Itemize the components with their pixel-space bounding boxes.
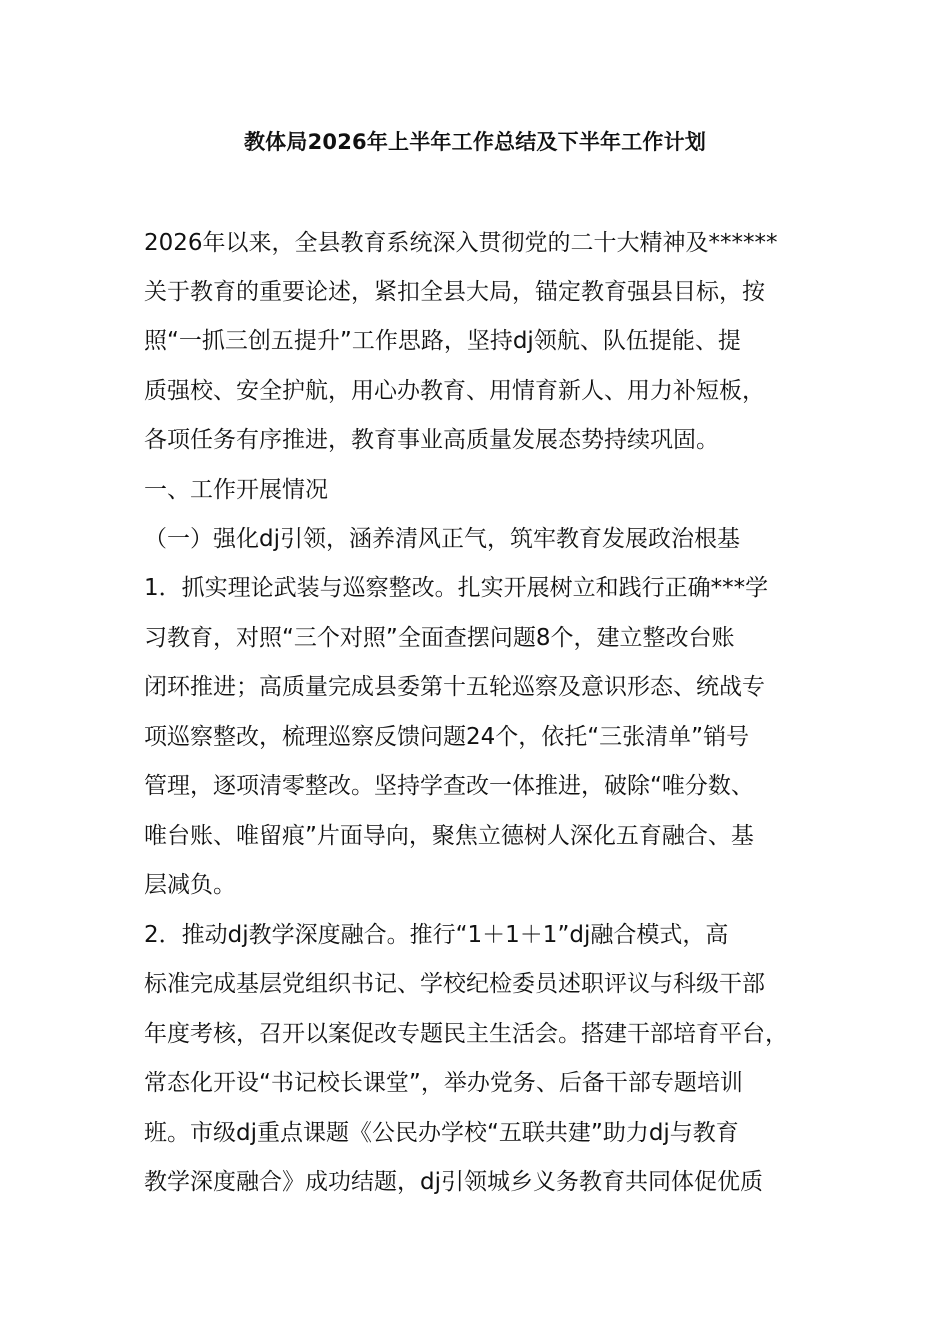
paragraph-line: 年度考核，召开以案促改专题民主生活会。搭建干部培育平台， bbox=[144, 1021, 788, 1047]
paragraph-line: 习教育，对照“三个对照”全面查摆问题8个，建立整改台账 bbox=[144, 625, 735, 651]
paragraph-line: 标准完成基层党组织书记、学校纪检委员述职评议与科级干部 bbox=[144, 971, 765, 997]
section-heading: 一、工作开展情况 bbox=[144, 477, 328, 503]
paragraph-line: 2．推动dj教学深度融合。推行“1＋1＋1”dj融合模式，高 bbox=[144, 922, 729, 948]
paragraph-line: 教学深度融合》成功结题，dj引领城乡义务教育共同体促优质 bbox=[144, 1169, 763, 1195]
paragraph-line: 关于教育的重要论述，紧扣全县大局，锚定教育强县目标，按 bbox=[144, 279, 765, 305]
paragraph-line: 质强校、安全护航，用心办教育、用情育新人、用力补短板， bbox=[144, 378, 765, 404]
paragraph-line: 2026年以来，全县教育系统深入贯彻党的二十大精神及****** bbox=[144, 230, 778, 256]
paragraph-line: 项巡察整改，梳理巡察反馈问题24个，依托“三张清单”销号 bbox=[144, 724, 750, 750]
paragraph-line: 闭环推进；高质量完成县委第十五轮巡察及意识形态、统战专 bbox=[144, 674, 765, 700]
paragraph-line: 常态化开设“书记校长课堂”，举办党务、后备干部专题培训 bbox=[144, 1070, 743, 1096]
paragraph-line: 唯台账、唯留痕”片面导向，聚焦立德树人深化五育融合、基 bbox=[144, 823, 754, 849]
paragraph-line: 管理，逐项清零整改。坚持学查改一体推进，破除“唯分数、 bbox=[144, 773, 754, 799]
subsection-heading: （一）强化dj引领，涵养清风正气，筑牢教育发展政治根基 bbox=[144, 526, 740, 552]
paragraph-line: 各项任务有序推进，教育事业高质量发展态势持续巩固。 bbox=[144, 427, 719, 453]
paragraph-line: 班。市级dj重点课题《公民办学校“五联共建”助力dj与教育 bbox=[144, 1120, 739, 1146]
paragraph-line: 1．抓实理论武装与巡察整改。扎实开展树立和践行正确***学 bbox=[144, 575, 769, 601]
paragraph-line: 照“一抓三创五提升”工作思路，坚持dj领航、队伍提能、提 bbox=[144, 328, 741, 354]
paragraph-line: 层减负。 bbox=[144, 872, 236, 898]
document-title: 教体局2026年上半年工作总结及下半年工作计划 bbox=[243, 130, 707, 154]
